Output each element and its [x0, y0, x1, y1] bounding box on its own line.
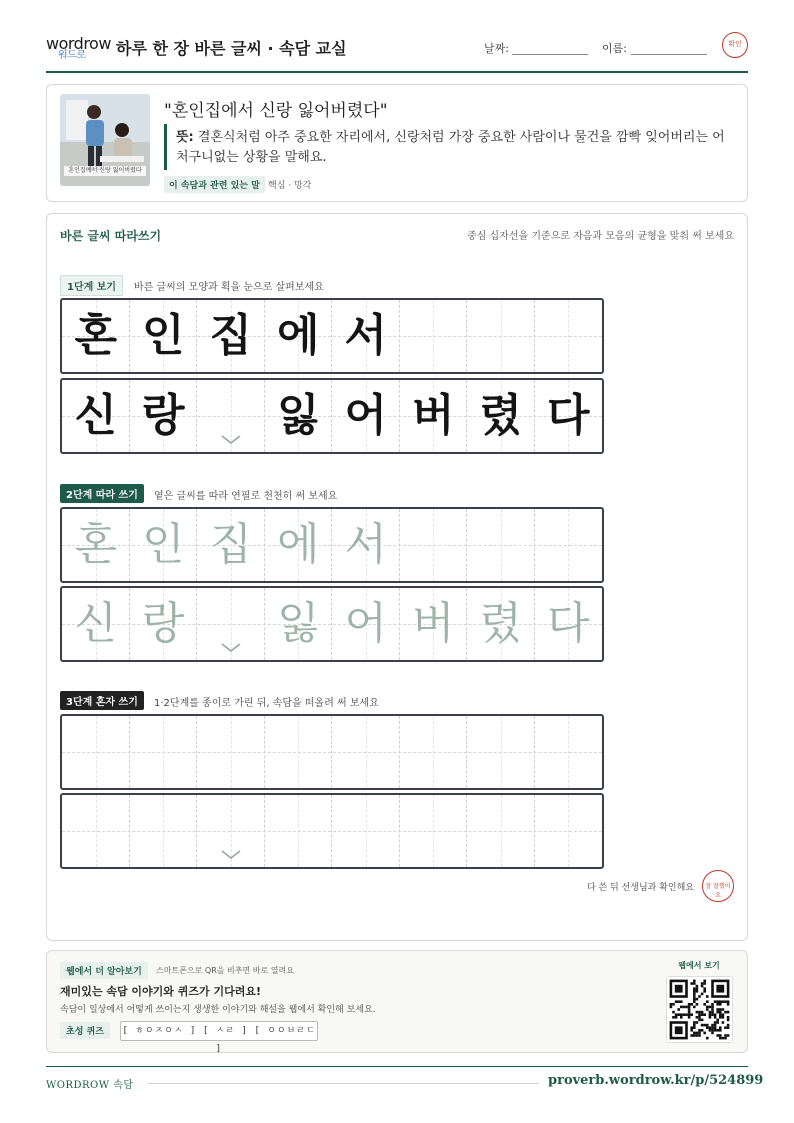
practice-char: 집	[209, 519, 252, 570]
date-label: 날짜:	[484, 42, 509, 55]
quiz-label: 초성 퀴즈	[60, 1022, 110, 1039]
practice-char: 렸	[479, 390, 522, 441]
practice-char: 랑	[141, 390, 185, 441]
practice-char: 어	[344, 598, 387, 649]
meaning-text: 결혼식처럼 아주 중요한 자리에서, 신랑처럼 가장 중요한 사람이나 물건을 깜빡 잊어버리는 어처구니없는 상황을 말해요.	[176, 130, 725, 165]
stamp-bottom-label: 참 잘했어요	[705, 883, 731, 899]
confirm-stamp-icon	[722, 32, 748, 58]
chosung-quiz-box[interactable]: [ ㅎㅇㅈㅇㅅ ] [ ㅅㄹ ] [ ㅇㅇㅂㄹㄷ ]	[120, 1021, 318, 1041]
page-title: 하루 한 장 바른 글씨 · 속담 교실	[116, 39, 347, 58]
web-sub: 스마트폰으로 QR을 비추면 바로 열려요	[156, 966, 294, 975]
step1-row1-grid	[60, 298, 604, 374]
qr-label: 웹에서 보기	[678, 961, 720, 970]
proverb-illustration	[60, 94, 150, 186]
web-more-tag: 웹에서 더 알아보기	[60, 962, 148, 979]
practice-char: 집	[209, 310, 252, 361]
proverb-meaning	[176, 128, 736, 168]
logo-korean: 워드로	[58, 50, 86, 61]
step3-desc: 1·2단계를 종이로 가린 뒤, 속담을 떠올려 써 보세요	[154, 698, 379, 709]
practice-char: 잃	[276, 598, 320, 649]
practice-char: 서	[344, 519, 387, 570]
practice-char: 서	[344, 310, 387, 361]
footer-url[interactable]: proverb.wordrow.kr/p/524899	[548, 1073, 764, 1088]
practice-char: 버	[411, 390, 455, 441]
meaning-accent-bar	[164, 124, 167, 170]
step3-label: 3단계 혼자 쓰기	[60, 691, 144, 710]
step2-row1-grid[interactable]	[60, 507, 604, 583]
step3-row2-grid[interactable]	[60, 793, 604, 869]
related-label: 이 속담과 관련 있는 말	[164, 176, 265, 193]
practice-char: 다	[546, 390, 590, 441]
practice-char: 버	[411, 598, 455, 649]
logo-text: wordrow	[46, 34, 111, 53]
step1-desc: 바른 글씨의 모양과 획을 눈으로 살펴보세요	[134, 282, 324, 293]
good-job-stamp-icon	[702, 870, 734, 902]
practice-char: 렸	[479, 598, 522, 649]
confirm-text: 다 쓴 뒤 선생님과 확인해요	[586, 883, 694, 893]
practice-char: 인	[141, 519, 185, 570]
practice-char: 신	[74, 390, 117, 441]
footer-line	[148, 1083, 538, 1084]
footer-divider	[46, 1066, 748, 1067]
practice-hint: 중심 십자선을 기준으로 자음과 모음의 균형을 맞춰 써 보세요	[467, 231, 734, 242]
qr-code-icon[interactable]	[666, 976, 733, 1043]
step2-label: 2단계 따라 쓰기	[60, 484, 144, 503]
step1-label: 1단계 보기	[60, 275, 123, 296]
practice-char: 다	[546, 598, 590, 649]
qr-code-graphic[interactable]	[667, 977, 732, 1042]
space-mark-icon	[220, 642, 242, 654]
related-words: 핵심 · 망각	[268, 181, 312, 191]
name-label: 이름:	[602, 42, 627, 55]
web-headline: 재미있는 속담 이야기와 퀴즈가 기다려요!	[60, 985, 261, 998]
practice-char: 혼	[74, 310, 117, 361]
practice-char: 랑	[141, 598, 185, 649]
practice-title: 바른 글씨 따라쓰기	[60, 229, 162, 243]
date-field[interactable]	[512, 54, 588, 55]
step1-row2-grid	[60, 378, 604, 454]
header-divider	[46, 71, 748, 73]
practice-char: 에	[276, 519, 320, 570]
name-field[interactable]	[631, 54, 707, 55]
proverb-title: "혼인집에서 신랑 잃어버렸다"	[164, 101, 388, 121]
meaning-label: 뜻:	[176, 130, 194, 145]
practice-char: 인	[141, 310, 185, 361]
practice-char: 에	[276, 310, 320, 361]
space-mark-icon	[220, 849, 242, 861]
row-center-line	[62, 831, 602, 832]
row-center-line	[62, 752, 602, 753]
wordrow-logo	[46, 34, 111, 61]
step3-row1-grid[interactable]	[60, 714, 604, 790]
step2-desc: 옅은 글씨를 따라 연필로 천천히 써 보세요	[154, 491, 338, 502]
space-mark-icon	[220, 434, 242, 446]
practice-char: 어	[344, 390, 387, 441]
practice-char: 혼	[74, 519, 117, 570]
web-description: 속담이 일상에서 어떻게 쓰이는지 생생한 이야기와 해설을 웹에서 확인해 보세요.	[60, 1005, 376, 1015]
practice-char: 잃	[276, 390, 320, 441]
stamp-top-label: 확인	[728, 40, 742, 48]
practice-char: 신	[74, 598, 117, 649]
step2-row2-grid[interactable]	[60, 586, 604, 662]
illustration-caption: 혼인집에서 신랑 잃어버렸다	[68, 167, 142, 174]
footer-brand: WORDROW 속담	[46, 1080, 134, 1091]
